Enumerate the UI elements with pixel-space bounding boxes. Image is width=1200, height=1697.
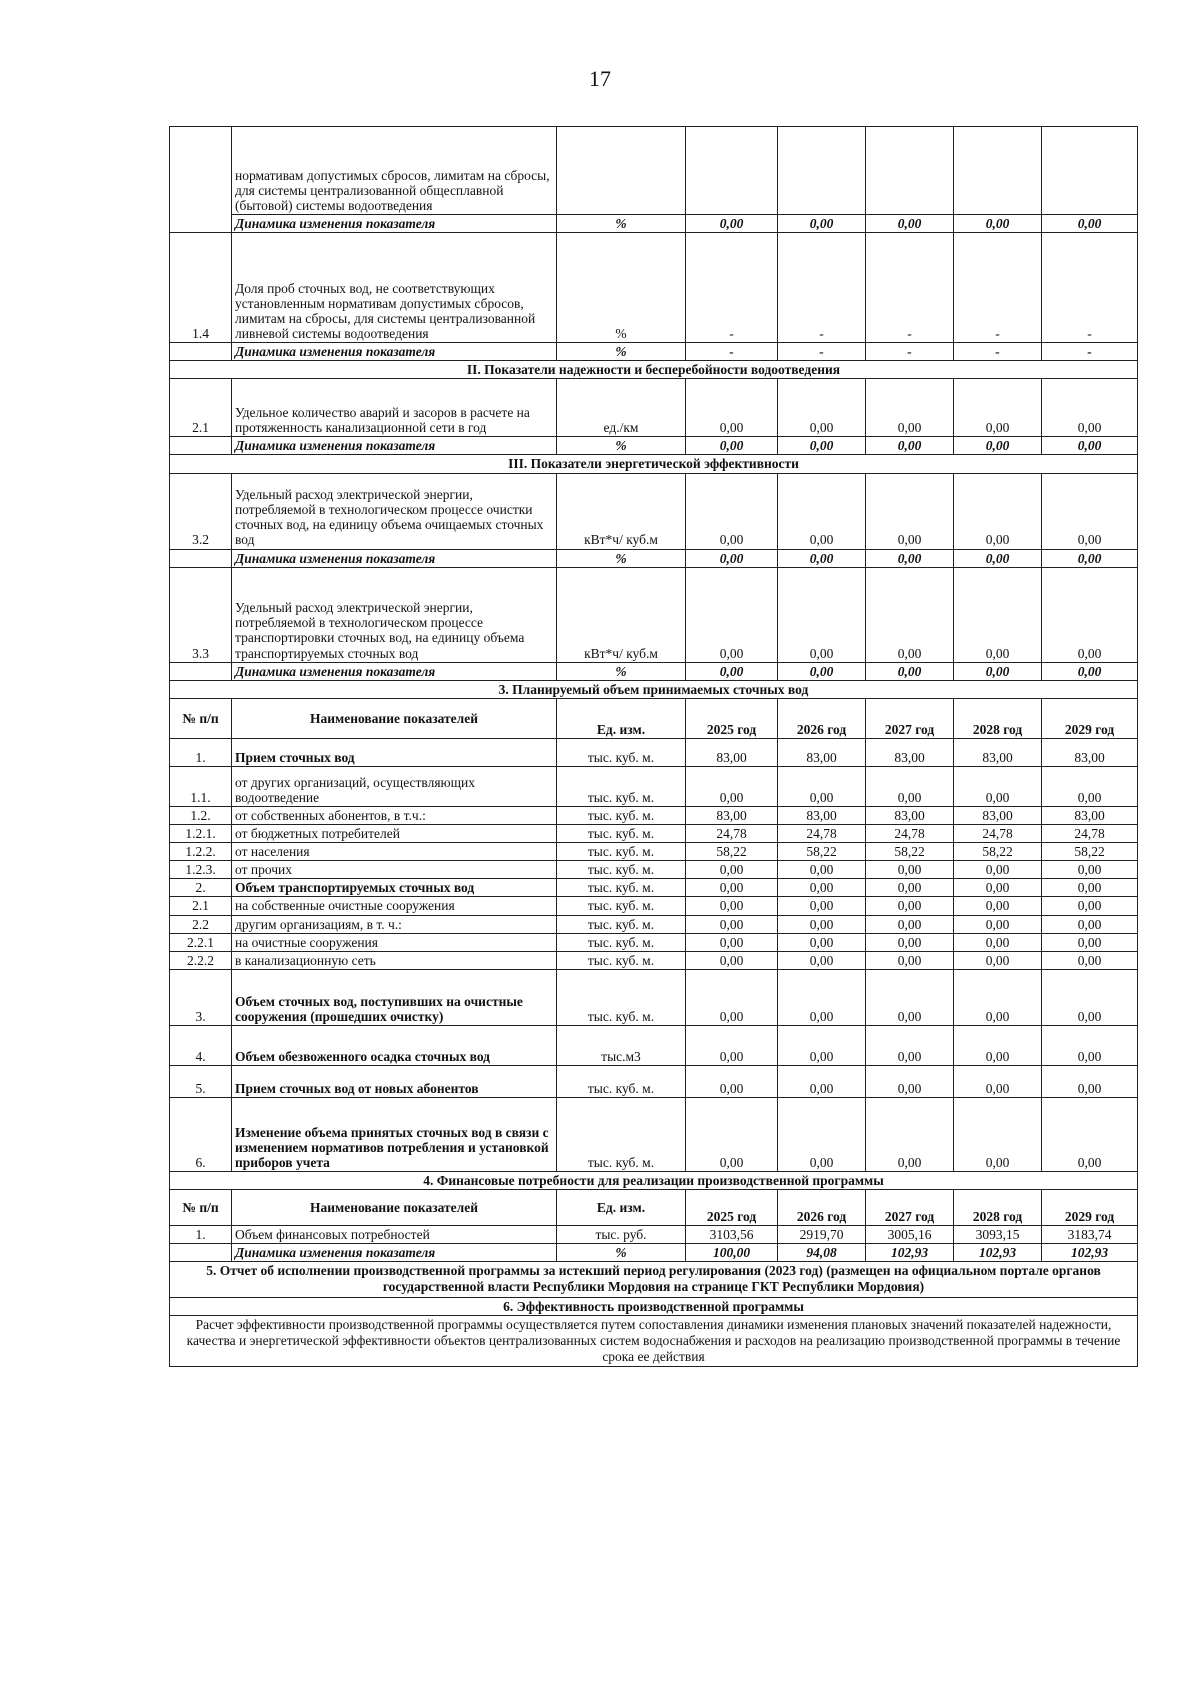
section-header: [170, 680, 1138, 698]
column-header: 2027 год: [866, 698, 954, 738]
unit: тыс. куб. м.: [557, 738, 686, 766]
section-title: III. Показатели энергетической эффективности: [170, 455, 1138, 473]
row-number: 2.1: [170, 379, 232, 437]
table-row: 3.3 Удельный расход электрической энергии, потребляемой в технологическом процессе транспортировки сточных вод, на единицу объема транспортируемых сточных вод кВт*ч/ куб.м 0,00 0,00 0,00 0,00 0,00: [170, 567, 1138, 662]
row-number: 1.: [170, 1225, 232, 1243]
section-title: 3. Планируемый объем принимаемых сточных вод: [170, 680, 1138, 698]
indicator-name: нормативам допустимых сбросов, лимитам на сбросы, для системы централизованной общесплавной (бытовой) системы водоотведения: [232, 127, 557, 215]
value-cell: 83,00: [954, 806, 1042, 824]
value-cell: 0,00: [686, 1097, 778, 1171]
row-number: 3.3: [170, 567, 232, 662]
column-header: Наименование показателей: [232, 698, 557, 738]
indicator-name: на очистные сооружения: [232, 933, 557, 951]
column-header: Наименование показателей: [232, 1189, 557, 1225]
row-number: 2.1: [170, 897, 232, 915]
dynamics-row: Динамика изменения показателя % 0,00 0,00 0,00 0,00 0,00: [170, 437, 1138, 455]
value-cell: 0,00: [866, 897, 954, 915]
value-cell: 0,00: [866, 1025, 954, 1065]
value-cell: 0,00: [954, 879, 1042, 897]
column-header: 2027 год: [866, 1189, 954, 1225]
value-cell: 0,00: [778, 879, 866, 897]
column-header: 2028 год: [954, 1189, 1042, 1225]
unit: кВт*ч/ куб.м: [557, 567, 686, 662]
table-row: [170, 738, 1138, 766]
table-row: 1. Объем финансовых потребностей тыс. руб. 3103,56 2919,70 3005,16 3093,15 3183,74: [170, 1225, 1138, 1243]
value-cell: 0,00: [1042, 861, 1138, 879]
section-header: [170, 1171, 1138, 1189]
unit: ед./км: [557, 379, 686, 437]
table-row: [170, 933, 1138, 951]
table-row: [170, 879, 1138, 897]
value-cell: 58,22: [954, 843, 1042, 861]
value-cell: 24,78: [954, 824, 1042, 842]
value-cell: 0,00: [686, 951, 778, 969]
section-title: 6. Эффективность производственной программы: [170, 1297, 1138, 1315]
row-number: 1.2.1.: [170, 824, 232, 842]
table-row: [170, 843, 1138, 861]
unit: тыс. куб. м.: [557, 915, 686, 933]
value-cell: 0,00: [954, 766, 1042, 806]
value-cell: 0,00: [1042, 915, 1138, 933]
column-header: № п/п: [170, 698, 232, 738]
row-number: 6.: [170, 1097, 232, 1171]
unit: тыс. куб. м.: [557, 933, 686, 951]
indicator-name: Прием сточных вод от новых абонентов: [232, 1065, 557, 1097]
indicator-name: Объем финансовых потребностей: [232, 1225, 557, 1243]
indicator-name: Доля проб сточных вод, не соответствующих установленным нормативам допустимых сбросов, лимитам на сбросы, для системы централизованной ливневой системы водоотведения: [232, 233, 557, 343]
column-header: 2029 год: [1042, 1189, 1138, 1225]
value-cell: 58,22: [686, 843, 778, 861]
indicator-name: от населения: [232, 843, 557, 861]
indicator-name: Прием сточных вод: [232, 738, 557, 766]
value-cell: 0,00: [686, 933, 778, 951]
row-number: 1.2.2.: [170, 843, 232, 861]
column-header: 2028 год: [954, 698, 1042, 738]
row-number: 4.: [170, 1025, 232, 1065]
indicator-name: от бюджетных потребителей: [232, 824, 557, 842]
table-row: [170, 127, 1138, 215]
unit: тыс. куб. м.: [557, 766, 686, 806]
section-header: [170, 1262, 1138, 1297]
value-cell: 0,00: [1042, 1025, 1138, 1065]
indicator-name: на собственные очистные сооружения: [232, 897, 557, 915]
value-cell: 0,00: [778, 1025, 866, 1065]
dynamics-row: Динамика изменения показателя % 100,00 94,08 102,93 102,93 102,93: [170, 1244, 1138, 1262]
column-header: 2029 год: [1042, 698, 1138, 738]
value-cell: 83,00: [686, 738, 778, 766]
row-number: 1.1.: [170, 766, 232, 806]
column-header: Ед. изм.: [557, 698, 686, 738]
value-cell: 0,00: [954, 951, 1042, 969]
column-header: 2025 год: [686, 698, 778, 738]
value-cell: 0,00: [866, 915, 954, 933]
value-cell: 0,00: [954, 1097, 1042, 1171]
value-cell: 83,00: [866, 806, 954, 824]
table-row: [170, 806, 1138, 824]
value-cell: 0,00: [686, 915, 778, 933]
value-cell: 83,00: [778, 806, 866, 824]
value-cell: 0,00: [686, 861, 778, 879]
row-number: 2.2: [170, 915, 232, 933]
report-title: 5. Отчет об исполнении производственной программы за истекший период регулирования (2023 год) (размещен на официальном портале органов государственной власти Республики Мордовия на странице ГКТ Республики Мордовия): [170, 1262, 1138, 1297]
value-cell: 0,00: [954, 969, 1042, 1025]
unit: тыс. куб. м.: [557, 843, 686, 861]
value-cell: 0,00: [778, 897, 866, 915]
value-cell: 83,00: [1042, 738, 1138, 766]
section-header: [170, 361, 1138, 379]
table-row: 3.2 Удельный расход электрической энергии, потребляемой в технологическом процессе очистки сточных вод, на единицу объема очищаемых сточных вод кВт*ч/ куб.м 0,00 0,00 0,00 0,00 0,00: [170, 473, 1138, 549]
column-header: Ед. изм.: [557, 1189, 686, 1225]
value-cell: 0,00: [686, 766, 778, 806]
table-row: [170, 1097, 1138, 1171]
value-cell: 0,00: [954, 933, 1042, 951]
unit: тыс.м3: [557, 1025, 686, 1065]
unit: тыс. куб. м.: [557, 1097, 686, 1171]
value-cell: 0,00: [954, 897, 1042, 915]
table-row: [170, 969, 1138, 1025]
table-row: 2.1 Удельное количество аварий и засоров в расчете на протяженность канализационной сети в год ед./км 0,00 0,00 0,00 0,00 0,00: [170, 379, 1138, 437]
value-cell: 0,00: [954, 861, 1042, 879]
row-number: 1.: [170, 738, 232, 766]
unit: тыс. куб. м.: [557, 824, 686, 842]
value-cell: 83,00: [778, 738, 866, 766]
value-cell: 0,00: [954, 1065, 1042, 1097]
value-cell: 0,00: [866, 1065, 954, 1097]
row-number: [170, 127, 232, 233]
value-cell: 0,00: [778, 933, 866, 951]
row-number: 2.2.2: [170, 951, 232, 969]
dynamics-row: Динамика изменения показателя % 0,00 0,00 0,00 0,00 0,00: [170, 662, 1138, 680]
value-cell: 0,00: [866, 879, 954, 897]
value-cell: 83,00: [954, 738, 1042, 766]
section-header: [170, 1297, 1138, 1315]
page-number: 17: [589, 66, 611, 91]
table-header-row: [170, 698, 1138, 738]
table-row: [170, 897, 1138, 915]
table-row: [170, 766, 1138, 806]
row-number: 1.2.: [170, 806, 232, 824]
indicator-name: Объем транспортируемых сточных вод: [232, 879, 557, 897]
section-title: II. Показатели надежности и бесперебойности водоотведения: [170, 361, 1138, 379]
unit: кВт*ч/ куб.м: [557, 473, 686, 549]
unit: тыс. куб. м.: [557, 1065, 686, 1097]
value-cell: 0,00: [866, 933, 954, 951]
row-number: 3.: [170, 969, 232, 1025]
indicator-name: от собственных абонентов, в т.ч.:: [232, 806, 557, 824]
indicator-name: другим организациям, в т. ч.:: [232, 915, 557, 933]
row-number: 2.2.1: [170, 933, 232, 951]
indicator-name: Удельное количество аварий и засоров в расчете на протяженность канализационной сети в год: [232, 379, 557, 437]
value-cell: 0,00: [1042, 1065, 1138, 1097]
value-cell: 0,00: [1042, 951, 1138, 969]
row-number: 1.4: [170, 233, 232, 343]
indicator-name: в канализационную сеть: [232, 951, 557, 969]
column-header: 2026 год: [778, 1189, 866, 1225]
value-cell: 0,00: [954, 1025, 1042, 1065]
table-header-row: [170, 1189, 1138, 1225]
unit: тыс. куб. м.: [557, 861, 686, 879]
row-number: 5.: [170, 1065, 232, 1097]
value-cell: 0,00: [1042, 933, 1138, 951]
indicator-name: Удельный расход электрической энергии, потребляемой в технологическом процессе очистки сточных вод, на единицу объема очищаемых сточных вод: [232, 473, 557, 549]
unit: тыс. куб. м.: [557, 969, 686, 1025]
value-cell: 58,22: [778, 843, 866, 861]
dynamics-row: Динамика изменения показателя % 0,00 0,00 0,00 0,00 0,00: [170, 549, 1138, 567]
value-cell: 0,00: [686, 1065, 778, 1097]
value-cell: 0,00: [1042, 897, 1138, 915]
value-cell: 24,78: [866, 824, 954, 842]
value-cell: 0,00: [866, 951, 954, 969]
value-cell: 0,00: [954, 915, 1042, 933]
value-cell: 0,00: [1042, 766, 1138, 806]
program-table: [169, 126, 1138, 1367]
column-header: № п/п: [170, 1189, 232, 1225]
value-cell: 0,00: [778, 766, 866, 806]
value-cell: 0,00: [1042, 1097, 1138, 1171]
dynamics-row: Динамика изменения показателя % - - - - -: [170, 343, 1138, 361]
value-cell: 0,00: [866, 861, 954, 879]
value-cell: 0,00: [778, 915, 866, 933]
row-number: 3.2: [170, 473, 232, 549]
unit: тыс. куб. м.: [557, 951, 686, 969]
value-cell: 83,00: [1042, 806, 1138, 824]
unit: тыс. руб.: [557, 1225, 686, 1243]
indicator-name: от прочих: [232, 861, 557, 879]
indicator-name: Изменение объема принятых сточных вод в связи с изменением нормативов потребления и установкой приборов учета: [232, 1097, 557, 1171]
value-cell: 0,00: [778, 1065, 866, 1097]
unit: %: [557, 233, 686, 343]
table-row: [170, 1315, 1138, 1367]
table-row: [170, 861, 1138, 879]
value-cell: 58,22: [866, 843, 954, 861]
value-cell: 0,00: [778, 969, 866, 1025]
value-cell: 83,00: [866, 738, 954, 766]
unit: тыс. куб. м.: [557, 879, 686, 897]
table-row: [170, 951, 1138, 969]
value-cell: 24,78: [778, 824, 866, 842]
value-cell: 0,00: [686, 1025, 778, 1065]
indicator-name: от других организаций, осуществляющих водоотведение: [232, 766, 557, 806]
value-cell: 0,00: [778, 861, 866, 879]
value-cell: 0,00: [686, 897, 778, 915]
value-cell: 0,00: [686, 969, 778, 1025]
table-row: [170, 824, 1138, 842]
row-number: 1.2.3.: [170, 861, 232, 879]
value-cell: 0,00: [778, 951, 866, 969]
efficiency-text: Расчет эффективности производственной программы осуществляется путем сопоставления динамики изменения плановых значений показателей надежности, качества и энергетической эффективности объектов централизованных систем водоснабжения и расходов на реализацию производственной программы в течение срока ее действия: [170, 1315, 1138, 1367]
column-header: 2026 год: [778, 698, 866, 738]
table-row: [170, 1025, 1138, 1065]
value-cell: 24,78: [1042, 824, 1138, 842]
indicator-name: Удельный расход электрической энергии, потребляемой в технологическом процессе транспортировки сточных вод, на единицу объема транспортируемых сточных вод: [232, 567, 557, 662]
value-cell: 83,00: [686, 806, 778, 824]
value-cell: 58,22: [1042, 843, 1138, 861]
value-cell: 0,00: [686, 879, 778, 897]
value-cell: 0,00: [778, 1097, 866, 1171]
value-cell: 0,00: [866, 1097, 954, 1171]
table-row: 1.4 Доля проб сточных вод, не соответствующих установленным нормативам допустимых сбросов, лимитам на сбросы, для системы централизованной ливневой системы водоотведения % - - - - -: [170, 233, 1138, 343]
row-number: 2.: [170, 879, 232, 897]
table-row: [170, 1065, 1138, 1097]
unit: тыс. куб. м.: [557, 897, 686, 915]
dynamics-row: Динамика изменения показателя % 0,00 0,00 0,00 0,00 0,00: [170, 215, 1138, 233]
section-header: [170, 455, 1138, 473]
indicator-name: Объем сточных вод, поступивших на очистные сооружения (прошедших очистку): [232, 969, 557, 1025]
value-cell: 0,00: [866, 969, 954, 1025]
indicator-name: Объем обезвоженного осадка сточных вод: [232, 1025, 557, 1065]
section-title: 4. Финансовые потребности для реализации производственной программы: [170, 1171, 1138, 1189]
value-cell: 0,00: [866, 766, 954, 806]
unit: тыс. куб. м.: [557, 806, 686, 824]
value-cell: 0,00: [1042, 969, 1138, 1025]
value-cell: 0,00: [1042, 879, 1138, 897]
column-header: 2025 год: [686, 1189, 778, 1225]
value-cell: 24,78: [686, 824, 778, 842]
table-row: [170, 915, 1138, 933]
